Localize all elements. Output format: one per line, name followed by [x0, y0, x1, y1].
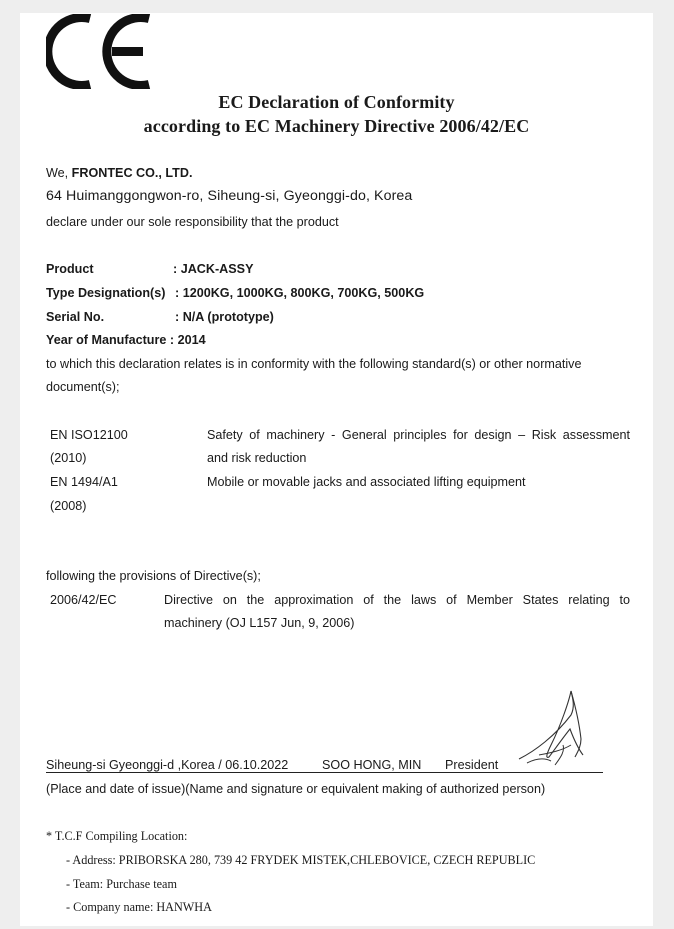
signature-line [46, 772, 603, 773]
standard-year: (2010) [50, 451, 87, 465]
standard-code: EN ISO12100 [50, 428, 128, 442]
product-value: : JACK-ASSY [173, 262, 254, 276]
standard-year: (2008) [50, 499, 87, 513]
manufacturer-prefix: We, [46, 166, 72, 180]
signature-caption: (Place and date of issue)(Name and signature or equivalent making of authorized person) [46, 782, 546, 796]
directive-code: 2006/42/EC [50, 593, 117, 607]
company-name: FRONTEC CO., LTD. [71, 166, 193, 180]
standard-code: EN 1494/A1 [50, 475, 118, 489]
product-label: Product [46, 262, 94, 276]
document-page [20, 13, 653, 926]
signatory-name: SOO HONG, MIN [322, 758, 422, 772]
tcf-address: - Address: PRIBORSKA 280, 739 42 FRYDEK MISTEK,CHLEBOVICE, CZECH REPUBLIC [66, 853, 536, 867]
serial-label: Serial No. [46, 310, 105, 324]
ce-mark-logo [46, 14, 156, 89]
type-designation-label: Type Designation(s) [46, 286, 166, 300]
conformity-line2: document(s); [46, 380, 120, 394]
type-designation-value: : 1200KG, 1000KG, 800KG, 700KG, 500KG [175, 286, 425, 300]
company-address: 64 Huimanggongwon-ro, Siheung-si, Gyeonggi-do, Korea [46, 188, 413, 204]
tcf-team: - Team: Purchase team [66, 877, 177, 891]
serial-value: : N/A (prototype) [175, 310, 274, 324]
manufacturer-line [46, 166, 192, 180]
standard-description-cont: and risk reduction [207, 451, 307, 465]
directive-description-cont: machinery (OJ L157 Jun, 9, 2006) [164, 616, 355, 630]
standard-description: Mobile or movable jacks and associated lifting equipment [207, 475, 526, 489]
tcf-heading: * T.C.F Compiling Location: [46, 829, 188, 843]
doc-title-line2: according to EC Machinery Directive 2006/42/EC [143, 116, 530, 136]
handwritten-signature [515, 681, 595, 771]
place-and-date: Siheung-si Gyeonggi-d ,Korea / 06.10.2022 [46, 758, 289, 772]
declare-statement: declare under our sole responsibility that the product [46, 215, 339, 229]
year-of-manufacture: Year of Manufacture : 2014 [46, 333, 206, 347]
directive-description: Directive on the approximation of the laws of Member States relating to [164, 593, 630, 607]
standard-description: Safety of machinery - General principles for design – Risk assessment [207, 428, 630, 442]
directives-intro: following the provisions of Directive(s); [46, 569, 261, 583]
signatory-role: President [445, 758, 499, 772]
conformity-line1: to which this declaration relates is in conformity with the following standard(s) or other normative [46, 357, 582, 371]
doc-title-line1: EC Declaration of Conformity [218, 92, 455, 112]
tcf-company: - Company name: HANWHA [66, 900, 212, 914]
